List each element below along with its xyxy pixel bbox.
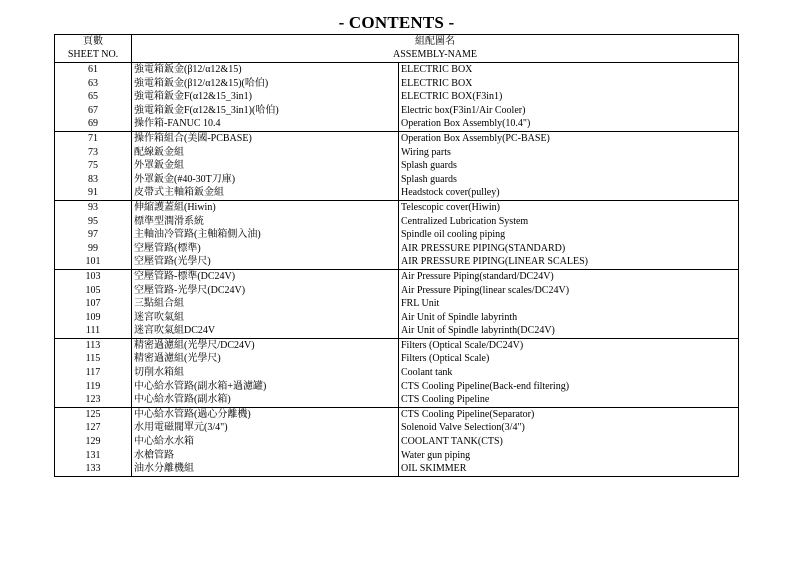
table-row	[55, 63, 739, 77]
table-row	[55, 242, 739, 256]
assembly-name-en: Operation Box Assembly(PC-BASE)	[399, 131, 739, 145]
table-row	[55, 131, 739, 145]
sheet-number: 93	[55, 200, 132, 214]
assembly-name-en: FRL Unit	[399, 297, 739, 311]
assembly-name-en: CTS Cooling Pipeline(Back-end filtering)	[399, 380, 739, 394]
assembly-name-zh: 水用電磁閥單元(3/4")	[134, 422, 228, 434]
assembly-name-zh: 迷宮吹氣組DC24V	[132, 324, 399, 338]
table-row	[55, 393, 739, 407]
table-row	[55, 215, 739, 229]
assembly-name-zh: 主軸油冷管路(主軸箱側入油)	[134, 229, 261, 241]
sheet-number: 115	[55, 352, 132, 366]
sheet-number: 63	[55, 77, 132, 91]
assembly-name-zh: 皮帶式主軸箱鈑金組	[132, 186, 399, 200]
assembly-name-zh: 強電箱鈑金F(α12&15_3in1)(哈伯)	[134, 104, 279, 116]
assembly-name-zh: 標準型潤滑系統	[134, 215, 204, 227]
sheet-number: 107	[55, 297, 132, 311]
assembly-name-zh: 強電箱鈑金F(α12&15_3in1)	[134, 91, 253, 103]
assembly-name-en: Telescopic cover(Hiwin)	[399, 200, 739, 214]
assembly-name-zh: 中心給水管路(副水箱+過濾罐)	[134, 380, 267, 392]
sheet-number: 119	[55, 380, 132, 394]
assembly-name-en: ELECTRIC BOX	[399, 63, 739, 77]
sheet-number: 113	[55, 338, 132, 352]
assembly-name-zh: 伸縮護蓋組(Hiwin)	[134, 201, 216, 213]
sheet-number: 65	[55, 90, 132, 104]
assembly-name-zh: 油水分離機組	[132, 462, 399, 476]
assembly-name-en: Operation Box Assembly(10.4")	[399, 117, 739, 131]
table-row	[55, 159, 739, 173]
table-row	[55, 352, 739, 366]
assembly-name-zh: 切削水箱組	[134, 367, 184, 379]
table-row	[55, 255, 739, 269]
assembly-name-en: OIL SKIMMER	[399, 462, 739, 476]
sheet-number: 117	[55, 366, 132, 380]
assembly-name-en: Air Pressure Piping(standard/DC24V)	[399, 269, 739, 283]
assembly-name-en: Air Pressure Piping(linear scales/DC24V)	[399, 284, 739, 298]
sheet-number: 75	[55, 159, 132, 173]
assembly-name-en: Coolant tank	[399, 366, 739, 380]
sheet-number: 131	[55, 449, 132, 463]
assembly-name-zh: 強電箱鈑金(β12/α12&15)(哈伯)	[134, 77, 269, 89]
table-body	[55, 63, 739, 477]
assembly-name-zh: 外罩鈑金(#40-30T刀庫)	[134, 173, 236, 185]
table-row	[55, 173, 739, 187]
assembly-name-header	[132, 35, 739, 63]
assembly-name-en: Filters (Optical Scale)	[399, 352, 739, 366]
sheet-number: 83	[55, 173, 132, 187]
table-row	[55, 186, 739, 200]
sheet-no-header-zh: 頁數	[83, 36, 103, 47]
assembly-name-en: Splash guards	[399, 173, 739, 187]
sheet-number: 125	[55, 407, 132, 421]
assembly-name-zh: 中心給水管路(過心分離機)	[134, 408, 251, 420]
assembly-name-zh: 配線鈑金組	[134, 146, 184, 158]
table-row	[55, 269, 739, 283]
assembly-name-en: Centralized Lubrication System	[399, 215, 739, 229]
table-row	[55, 380, 739, 394]
table-row	[55, 117, 739, 131]
sheet-number: 69	[55, 117, 132, 131]
assembly-name-en: Solenoid Valve Selection(3/4")	[399, 421, 739, 435]
assembly-name-en: AIR PRESSURE PIPING(STANDARD)	[399, 242, 739, 256]
assembly-name-en: Air Unit of Spindle labyrinth(DC24V)	[399, 324, 739, 338]
assembly-name-zh: 精密過濾組(光學尺)	[134, 353, 221, 365]
assembly-name-en: ELECTRIC BOX	[399, 77, 739, 91]
contents-table	[54, 34, 739, 477]
table-row	[55, 284, 739, 298]
table-row	[55, 366, 739, 380]
table-row	[55, 407, 739, 421]
sheet-number: 123	[55, 393, 132, 407]
assembly-name-en: Wiring parts	[399, 146, 739, 160]
assembly-name-zh: 空壓管路(光學尺)	[132, 255, 399, 269]
table-row	[55, 421, 739, 435]
assembly-name-zh: 水槍管路	[134, 449, 174, 461]
assembly-name-zh: 三點組合組	[134, 298, 184, 310]
sheet-number: 91	[55, 186, 132, 200]
assembly-name-zh: 外罩鈑金組	[134, 160, 184, 172]
sheet-number: 105	[55, 284, 132, 298]
assembly-name-zh: 中心給水水箱	[134, 436, 194, 448]
assembly-name-en: Water gun piping	[399, 449, 739, 463]
assembly-name-en: AIR PRESSURE PIPING(LINEAR SCALES)	[399, 255, 739, 269]
sheet-number: 97	[55, 228, 132, 242]
assembly-name-en: Splash guards	[399, 159, 739, 173]
assembly-name-en: Filters (Optical Scale/DC24V)	[399, 338, 739, 352]
sheet-number: 95	[55, 215, 132, 229]
assembly-name-zh: 強電箱鈑金(β12/α12&15)	[134, 64, 242, 75]
assembly-name-zh: 空壓管路(標準)	[134, 242, 201, 254]
sheet-number: 111	[55, 324, 132, 338]
assembly-name-en: COOLANT TANK(CTS)	[399, 435, 739, 449]
table-row	[55, 104, 739, 118]
assembly-name-zh: 迷宮吹氣組	[134, 311, 184, 323]
table-row	[55, 200, 739, 214]
table-row	[55, 338, 739, 352]
assembly-name-zh: 操作箱組合(美國-PCBASE)	[134, 132, 252, 144]
assembly-name-header-en: ASSEMBLY-NAME	[393, 48, 478, 60]
assembly-name-en: CTS Cooling Pipeline	[399, 393, 739, 407]
table-row	[55, 77, 739, 91]
assembly-name-en: CTS Cooling Pipeline(Separator)	[399, 407, 739, 421]
table-row	[55, 449, 739, 463]
table-row	[55, 297, 739, 311]
sheet-number: 133	[55, 462, 132, 476]
sheet-number: 109	[55, 311, 132, 325]
sheet-number: 71	[55, 131, 132, 145]
sheet-number: 103	[55, 269, 132, 283]
sheet-number: 73	[55, 146, 132, 160]
sheet-number: 99	[55, 242, 132, 256]
table-row	[55, 146, 739, 160]
assembly-name-en: Electric box(F3in1/Air Cooler)	[399, 104, 739, 118]
assembly-name-zh: 中心給水管路(副水箱)	[132, 393, 399, 407]
table-header	[55, 35, 739, 63]
sheet-number: 67	[55, 104, 132, 118]
table-row	[55, 90, 739, 104]
assembly-name-zh: 空壓管路-光學尺(DC24V)	[134, 284, 246, 296]
assembly-name-header-zh: 組配圖名	[415, 36, 455, 47]
table-row	[55, 324, 739, 338]
sheet-number: 61	[55, 63, 132, 77]
table-row	[55, 462, 739, 476]
assembly-name-zh: 操作箱-FANUC 10.4	[132, 117, 399, 131]
assembly-name-zh: 空壓管路-標準(DC24V)	[134, 270, 236, 282]
table-row	[55, 311, 739, 325]
assembly-name-en: Headstock cover(pulley)	[399, 186, 739, 200]
assembly-name-en: ELECTRIC BOX(F3in1)	[399, 90, 739, 104]
page-title: - CONTENTS -	[338, 13, 455, 32]
sheet-number: 101	[55, 255, 132, 269]
sheet-number: 127	[55, 421, 132, 435]
sheet-no-header	[55, 35, 132, 63]
sheet-number: 129	[55, 435, 132, 449]
assembly-name-en: Air Unit of Spindle labyrinth	[399, 311, 739, 325]
table-row	[55, 228, 739, 242]
assembly-name-en: Spindle oil cooling piping	[399, 228, 739, 242]
sheet-no-header-en: SHEET NO.	[67, 48, 119, 60]
assembly-name-zh: 精密過濾組(光學尺/DC24V)	[134, 339, 255, 351]
table-row	[55, 435, 739, 449]
